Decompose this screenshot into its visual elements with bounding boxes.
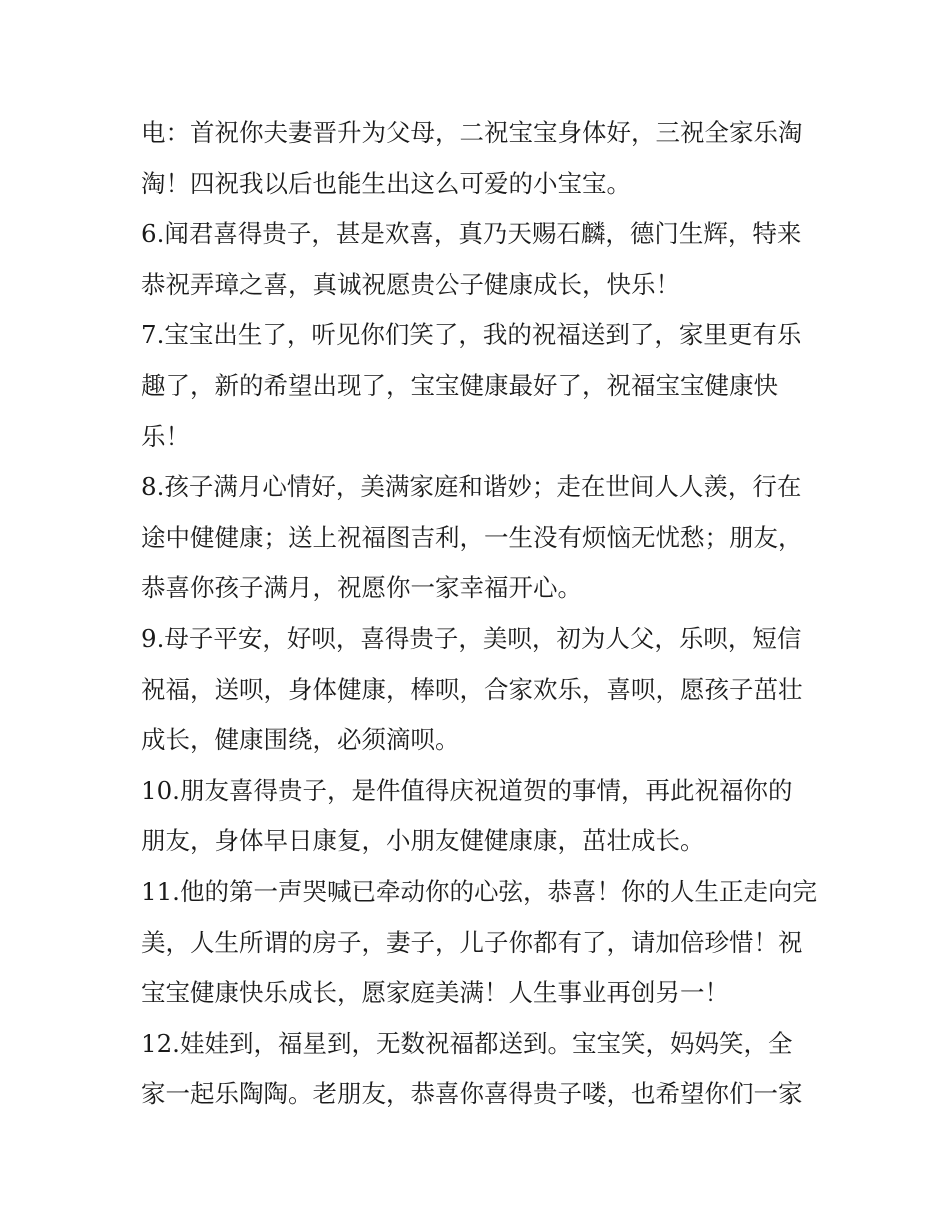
text-line: 7.宝宝出生了，听见你们笑了，我的祝福送到了，家里更有乐 xyxy=(141,320,802,350)
text-line: 祝福，送呗，身体健康，棒呗，合家欢乐，喜呗，愿孩子茁壮 xyxy=(141,674,803,704)
text-line: 9.母子平安，好呗，喜得贵子，美呗，初为人父，乐呗，短信 xyxy=(141,623,802,653)
text-line: 12.娃娃到，福星到，无数祝福都送到。宝宝笑，妈妈笑，全 xyxy=(141,1028,793,1058)
text-line: 宝宝健康快乐成长，愿家庭美满！人生事业再创另一！ xyxy=(141,978,729,1008)
document-body xyxy=(141,108,821,1120)
text-line: 11.他的第一声哭喊已牵动你的心弦，恭喜！你的人生正走向完 xyxy=(141,876,817,906)
text-line: 恭祝弄璋之喜，真诚祝愿贵公子健康成长，快乐！ xyxy=(141,269,680,299)
text-line: 6.闻君喜得贵子，甚是欢喜，真乃天赐石麟，德门生辉，特来 xyxy=(141,219,802,249)
text-line: 乐！ xyxy=(141,421,190,451)
text-line: 美，人生所谓的房子，妻子，儿子你都有了，请加倍珍惜！祝 xyxy=(141,927,803,957)
text-line: 电：首祝你夫妻晋升为父母，二祝宝宝身体好，三祝全家乐淘 xyxy=(141,118,803,147)
text-line: 朋友，身体早日康复，小朋友健健康康，茁壮成长。 xyxy=(141,826,705,856)
text-line: 趣了，新的希望出现了，宝宝健康最好了，祝福宝宝健康快 xyxy=(141,370,778,400)
text-line: 家一起乐陶陶。老朋友，恭喜你喜得贵子喽，也希望你们一家 xyxy=(141,1079,803,1109)
text-line: 10.朋友喜得贵子，是件值得庆祝道贺的事情，再此祝福你的 xyxy=(141,775,793,805)
text-line: 恭喜你孩子满月，祝愿你一家幸福开心。 xyxy=(141,573,582,603)
text-line: 8.孩子满月心情好，美满家庭和谐妙；走在世间人人羡，行在 xyxy=(141,472,802,502)
text-line: 途中健健康；送上祝福图吉利，一生没有烦恼无忧愁；朋友， xyxy=(141,522,803,552)
text-line: 成长，健康围绕，必须滴呗。 xyxy=(141,725,460,755)
text-line: 淘！四祝我以后也能生出这么可爱的小宝宝。 xyxy=(141,168,631,198)
